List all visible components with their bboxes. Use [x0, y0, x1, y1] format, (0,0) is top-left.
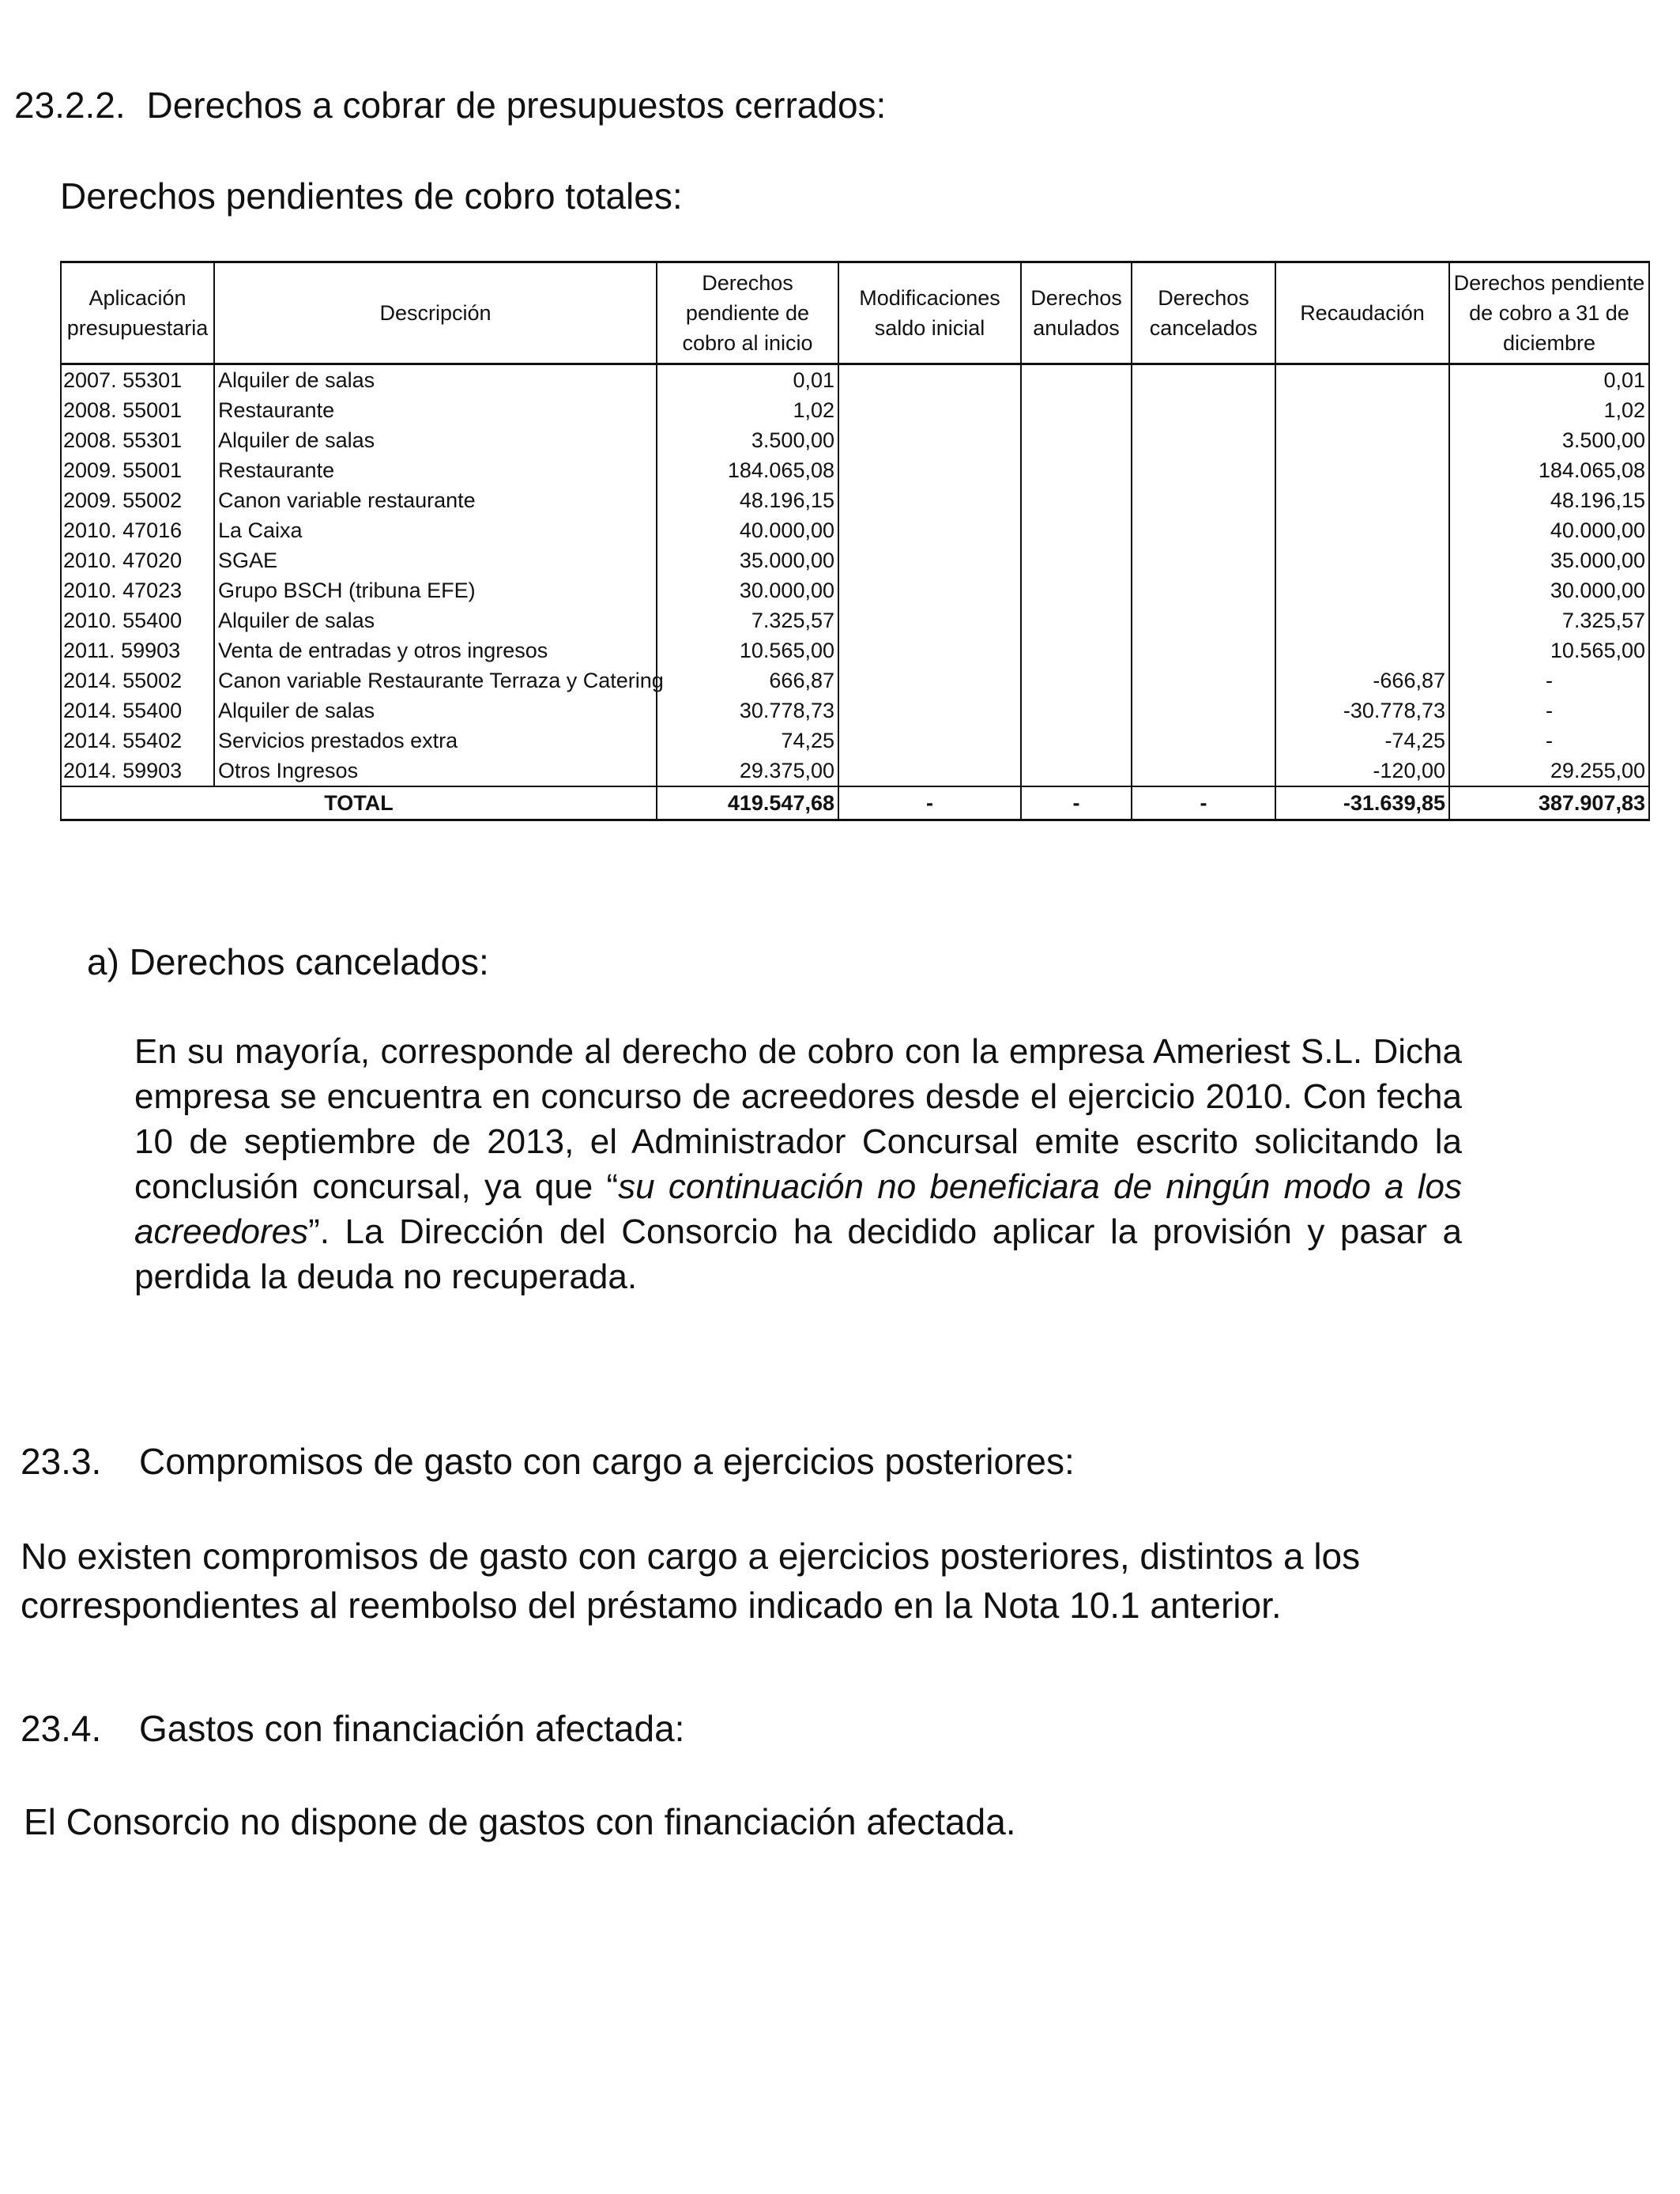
cell-aplicacion: 2008. 55001 — [61, 395, 214, 425]
cell-pendiente-inicio: 30.000,00 — [657, 575, 838, 605]
section-title: Derechos a cobrar de presupuestos cerrados: — [146, 85, 887, 126]
cell-cancelados — [1132, 425, 1275, 455]
cell-anulados — [1021, 726, 1132, 756]
cell-modificaciones — [838, 364, 1021, 396]
cell-pendiente-final: 3.500,00 — [1449, 425, 1649, 455]
table-header-row — [61, 262, 1649, 364]
section-title: Compromisos de gasto con cargo a ejercicios posteriores: — [139, 1441, 1075, 1482]
header-aplicacion: Aplicación presupuestaria — [61, 262, 214, 364]
cell-pendiente-final: 0,01 — [1449, 364, 1649, 396]
cell-anulados — [1021, 455, 1132, 485]
cell-aplicacion: 2010. 55400 — [61, 605, 214, 635]
cell-aplicacion: 2010. 47016 — [61, 515, 214, 545]
header-modificaciones: Modificaciones saldo inicial — [838, 262, 1021, 364]
total-anulados: - — [1021, 786, 1132, 820]
cell-recaudacion — [1275, 364, 1449, 396]
cell-recaudacion: -120,00 — [1275, 756, 1449, 786]
cell-modificaciones — [838, 635, 1021, 665]
cell-modificaciones — [838, 425, 1021, 455]
table-row — [61, 485, 1649, 515]
cell-recaudacion — [1275, 575, 1449, 605]
cell-recaudacion — [1275, 395, 1449, 425]
cell-pendiente-inicio: 35.000,00 — [657, 545, 838, 575]
receivables-table — [60, 261, 1650, 821]
cell-descripcion: La Caixa — [214, 515, 657, 545]
cell-descripcion: Otros Ingresos — [214, 756, 657, 786]
section-23-4-body: El Consorcio no dispone de gastos con financiación afectada. — [24, 1801, 1016, 1842]
cell-cancelados — [1132, 364, 1275, 396]
cell-descripcion: Alquiler de salas — [214, 605, 657, 635]
cell-pendiente-final: 30.000,00 — [1449, 575, 1649, 605]
section-heading-23-3 — [21, 1440, 1075, 1483]
header-recaudacion: Recaudación — [1275, 262, 1449, 364]
cell-cancelados — [1132, 635, 1275, 665]
total-modificaciones: - — [838, 786, 1021, 820]
table-row — [61, 395, 1649, 425]
cell-aplicacion: 2009. 55002 — [61, 485, 214, 515]
cell-descripcion: Canon variable Restaurante Terraza y Catering — [214, 665, 657, 696]
cell-pendiente-final: - — [1449, 665, 1649, 696]
table-row — [61, 696, 1649, 726]
cell-pendiente-inicio: 3.500,00 — [657, 425, 838, 455]
cell-modificaciones — [838, 485, 1021, 515]
cell-anulados — [1021, 575, 1132, 605]
section-23-3-body: No existen compromisos de gasto con cargo a ejercicios posteriores, distintos a los correspondientes al reembolso del préstamo indicado en la Nota 10.1 anterior. — [21, 1536, 1361, 1626]
cell-pendiente-inicio: 184.065,08 — [657, 455, 838, 485]
cell-anulados — [1021, 395, 1132, 425]
cell-pendiente-inicio: 0,01 — [657, 364, 838, 396]
cell-descripcion: Grupo BSCH (tribuna EFE) — [214, 575, 657, 605]
table-body — [61, 364, 1649, 787]
section-number: 23.3. — [21, 1441, 102, 1482]
cell-aplicacion: 2014. 59903 — [61, 756, 214, 786]
cell-aplicacion: 2014. 55402 — [61, 726, 214, 756]
cell-modificaciones — [838, 726, 1021, 756]
cell-pendiente-inicio: 48.196,15 — [657, 485, 838, 515]
cell-pendiente-final: 29.255,00 — [1449, 756, 1649, 786]
cell-cancelados — [1132, 696, 1275, 726]
cell-modificaciones — [838, 395, 1021, 425]
cell-anulados — [1021, 545, 1132, 575]
cell-recaudacion: -30.778,73 — [1275, 696, 1449, 726]
cell-anulados — [1021, 425, 1132, 455]
cell-pendiente-final: - — [1449, 726, 1649, 756]
section-heading-23-4 — [21, 1707, 684, 1750]
table-row — [61, 756, 1649, 786]
cell-pendiente-final: - — [1449, 696, 1649, 726]
header-pendiente-inicio: Derechos pendiente de cobro al inicio — [657, 262, 838, 364]
cell-modificaciones — [838, 575, 1021, 605]
cell-descripcion: SGAE — [214, 545, 657, 575]
cell-anulados — [1021, 696, 1132, 726]
header-cancelados: Derechos cancelados — [1132, 262, 1275, 364]
cancelados-text-after: ”. La Dirección del Consorcio ha decidido aplicar la provisión y pasar a perdida la deuda no recuperada. — [134, 1212, 1462, 1296]
cell-modificaciones — [838, 455, 1021, 485]
cell-anulados — [1021, 665, 1132, 696]
cell-pendiente-final: 1,02 — [1449, 395, 1649, 425]
total-cancelados: - — [1132, 786, 1275, 820]
cell-aplicacion: 2014. 55002 — [61, 665, 214, 696]
cell-cancelados — [1132, 545, 1275, 575]
cell-descripcion: Venta de entradas y otros ingresos — [214, 635, 657, 665]
receivables-table-container — [60, 261, 1645, 850]
total-recaudacion: -31.639,85 — [1275, 786, 1449, 820]
header-pendiente-final: Derechos pendiente de cobro a 31 de diciembre — [1449, 262, 1649, 364]
cell-descripcion: Restaurante — [214, 395, 657, 425]
cell-descripcion: Canon variable restaurante — [214, 485, 657, 515]
cell-pendiente-final: 40.000,00 — [1449, 515, 1649, 545]
cell-cancelados — [1132, 485, 1275, 515]
cell-aplicacion: 2011. 59903 — [61, 635, 214, 665]
cell-descripcion: Alquiler de salas — [214, 696, 657, 726]
cell-cancelados — [1132, 756, 1275, 786]
cell-recaudacion — [1275, 635, 1449, 665]
table-row — [61, 455, 1649, 485]
table-total-row — [61, 786, 1649, 820]
cell-anulados — [1021, 756, 1132, 786]
total-inicio: 419.547,68 — [657, 786, 838, 820]
table-row — [61, 605, 1649, 635]
cell-modificaciones — [838, 696, 1021, 726]
total-final: 387.907,83 — [1449, 786, 1649, 820]
cancelados-quote: su continuación no beneficiara de ningún modo a los acreedores — [134, 1167, 1462, 1251]
cell-aplicacion: 2014. 55400 — [61, 696, 214, 726]
cell-pendiente-inicio: 30.778,73 — [657, 696, 838, 726]
cell-anulados — [1021, 364, 1132, 396]
header-descripcion: Descripción — [214, 262, 657, 364]
cell-aplicacion: 2010. 47020 — [61, 545, 214, 575]
cell-recaudacion — [1275, 545, 1449, 575]
cell-pendiente-final: 35.000,00 — [1449, 545, 1649, 575]
cell-aplicacion: 2009. 55001 — [61, 455, 214, 485]
cell-recaudacion — [1275, 605, 1449, 635]
cell-pendiente-inicio: 1,02 — [657, 395, 838, 425]
cell-modificaciones — [838, 605, 1021, 635]
cell-cancelados — [1132, 455, 1275, 485]
table-row — [61, 515, 1649, 545]
section-heading-23-2-2 — [14, 84, 886, 126]
cell-pendiente-final: 7.325,57 — [1449, 605, 1649, 635]
cell-pendiente-inicio: 29.375,00 — [657, 756, 838, 786]
cell-pendiente-inicio: 10.565,00 — [657, 635, 838, 665]
cell-cancelados — [1132, 395, 1275, 425]
cancelados-text-before: En su mayoría, corresponde al derecho de cobro con la empresa Ameriest S.L. Dicha empresa se encuentra en concurso de acreedores desde el ejercicio 2010. Con fecha 10 de septiembre de 2013, el Administrador Concursal emite escrito solicitando la conclusión concursal, ya que “ — [134, 1032, 1462, 1206]
cell-pendiente-inicio: 666,87 — [657, 665, 838, 696]
cell-descripcion: Servicios prestados extra — [214, 726, 657, 756]
table-row — [61, 726, 1649, 756]
cell-cancelados — [1132, 726, 1275, 756]
cell-cancelados — [1132, 605, 1275, 635]
cell-anulados — [1021, 605, 1132, 635]
cell-anulados — [1021, 515, 1132, 545]
subsection-heading-cancelados: a) Derechos cancelados: — [87, 941, 489, 982]
cell-cancelados — [1132, 665, 1275, 696]
cell-pendiente-final: 184.065,08 — [1449, 455, 1649, 485]
cell-recaudacion — [1275, 425, 1449, 455]
cell-pendiente-inicio: 40.000,00 — [657, 515, 838, 545]
table-row — [61, 665, 1649, 696]
cell-anulados — [1021, 635, 1132, 665]
cell-pendiente-inicio: 7.325,57 — [657, 605, 838, 635]
table-row — [61, 575, 1649, 605]
cell-pendiente-inicio: 74,25 — [657, 726, 838, 756]
cell-pendiente-final: 10.565,00 — [1449, 635, 1649, 665]
cell-modificaciones — [838, 756, 1021, 786]
cell-recaudacion: -74,25 — [1275, 726, 1449, 756]
cell-anulados — [1021, 485, 1132, 515]
cell-descripcion: Alquiler de salas — [214, 364, 657, 396]
cell-recaudacion — [1275, 485, 1449, 515]
total-label: TOTAL — [61, 786, 657, 820]
table-row — [61, 545, 1649, 575]
cell-recaudacion: -666,87 — [1275, 665, 1449, 696]
cell-modificaciones — [838, 665, 1021, 696]
cell-aplicacion: 2008. 55301 — [61, 425, 214, 455]
cell-recaudacion — [1275, 455, 1449, 485]
table-caption: Derechos pendientes de cobro totales: — [60, 175, 683, 217]
section-number: 23.4. — [21, 1708, 102, 1749]
cell-cancelados — [1132, 575, 1275, 605]
header-anulados: Derechos anulados — [1021, 262, 1132, 364]
cell-recaudacion — [1275, 515, 1449, 545]
cell-cancelados — [1132, 515, 1275, 545]
cancelados-paragraph — [134, 1029, 1462, 1299]
table-row — [61, 364, 1649, 396]
cell-pendiente-final: 48.196,15 — [1449, 485, 1649, 515]
cell-modificaciones — [838, 545, 1021, 575]
section-number: 23.2.2. — [14, 85, 126, 126]
section-title: Gastos con financiación afectada: — [139, 1708, 685, 1749]
table-row — [61, 425, 1649, 455]
cell-descripcion: Alquiler de salas — [214, 425, 657, 455]
table-row — [61, 635, 1649, 665]
cell-descripcion: Restaurante — [214, 455, 657, 485]
cell-aplicacion: 2007. 55301 — [61, 364, 214, 396]
cell-aplicacion: 2010. 47023 — [61, 575, 214, 605]
cell-modificaciones — [838, 515, 1021, 545]
